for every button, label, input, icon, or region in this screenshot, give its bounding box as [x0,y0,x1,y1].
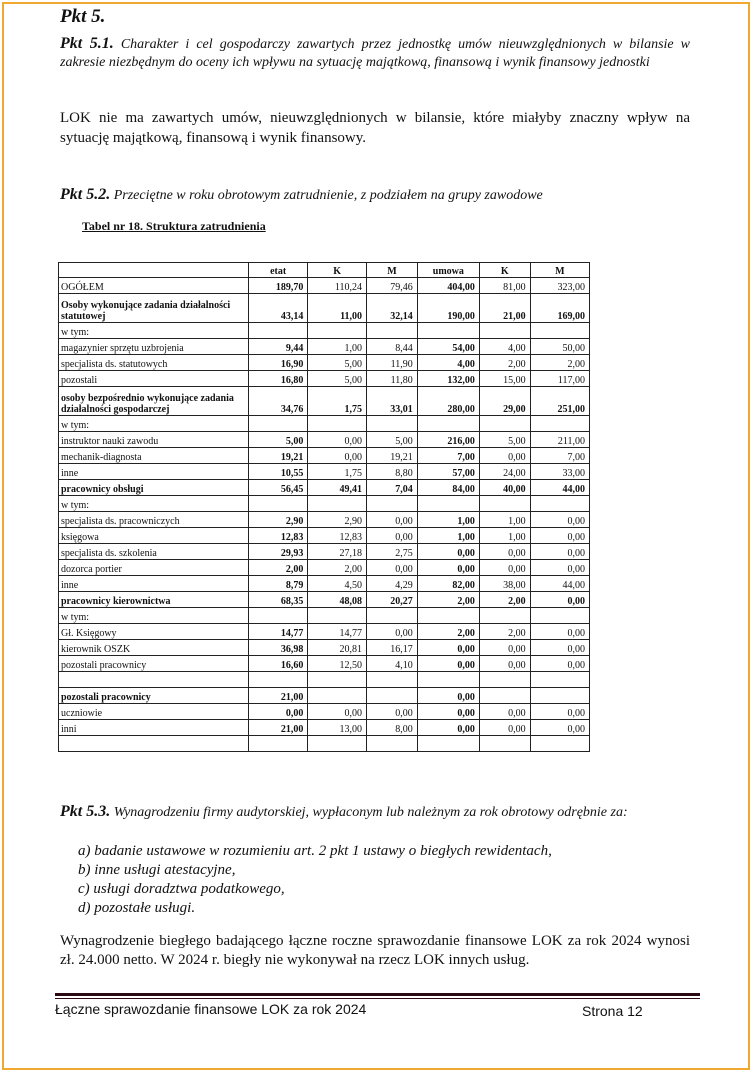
cell-umowa: 0,00 [417,720,479,736]
cell-m: 16,17 [367,640,418,656]
footer-title: Łączne sprawozdanie finansowe LOK za rok 2024 [55,1001,367,1017]
cell-umowa [417,736,479,752]
section-5-3-heading [60,802,700,822]
table-row [59,544,590,560]
cell-m [367,672,418,688]
cell-etat: 43,14 [249,294,308,323]
cell-m [367,416,418,432]
cell-k2 [479,736,530,752]
cell-umowa: 1,00 [417,528,479,544]
section-5-2-title: Przeciętne w roku obrotowym zatrudnienie, z podziałem na grupy zawodowe [113,188,543,203]
row-label: inni [59,720,249,736]
row-label: pozostali pracownicy [59,656,249,672]
cell-k2: 0,00 [479,704,530,720]
table-row [59,496,590,512]
employment-table [58,262,590,752]
cell-k: 110,24 [308,278,367,294]
table-row [59,592,590,608]
cell-m [367,736,418,752]
cell-etat: 36,98 [249,640,308,656]
cell-k2: 81,00 [479,278,530,294]
cell-m2: 0,00 [530,704,589,720]
table-row [59,608,590,624]
cell-m2: 0,00 [530,640,589,656]
cell-etat [249,736,308,752]
cell-m2: 169,00 [530,294,589,323]
cell-k [308,608,367,624]
cell-k: 20,81 [308,640,367,656]
cell-umowa: 82,00 [417,576,479,592]
cell-umowa [417,608,479,624]
table-row [59,672,590,688]
row-label: inne [59,464,249,480]
table-row [59,480,590,496]
cell-m: 0,00 [367,704,418,720]
cell-m: 7,04 [367,480,418,496]
cell-etat [249,323,308,339]
cell-k2: 0,00 [479,720,530,736]
cell-k: 1,75 [308,387,367,416]
table-header-row [59,263,590,278]
cell-etat [249,608,308,624]
row-label: OGÓŁEM [59,278,249,294]
cell-umowa: 190,00 [417,294,479,323]
cell-umowa: 0,00 [417,544,479,560]
cell-umowa [417,496,479,512]
cell-m2: 251,00 [530,387,589,416]
table-header-cell [59,263,249,278]
table-row [59,576,590,592]
table-row [59,640,590,656]
cell-m: 0,00 [367,624,418,640]
cell-m2: 44,00 [530,576,589,592]
row-label [59,736,249,752]
list-item: b) inne usługi atestacyjne, [78,862,236,878]
cell-umowa: 0,00 [417,560,479,576]
cell-umowa [417,672,479,688]
section-5-3-number: Pkt 5.3. [60,803,111,820]
table-caption: Tabel nr 18. Struktura zatrudnienia [82,219,266,233]
section-5-3-title: Wynagrodzeniu firmy audytorskiej, wypłaconym lub należnym za rok obrotowy odrębnie za: [113,805,628,820]
cell-k2: 5,00 [479,432,530,448]
cell-m2 [530,323,589,339]
cell-m2: 0,00 [530,544,589,560]
table-row [59,560,590,576]
cell-umowa: 54,00 [417,339,479,355]
cell-k2 [479,688,530,704]
cell-m2: 0,00 [530,512,589,528]
cell-k: 12,50 [308,656,367,672]
cell-etat: 21,00 [249,688,308,704]
cell-k2: 2,00 [479,355,530,371]
cell-k2 [479,672,530,688]
cell-m: 79,46 [367,278,418,294]
cell-m: 5,00 [367,432,418,448]
cell-umowa: 0,00 [417,688,479,704]
section-5-1-heading [60,35,690,72]
row-label: Osoby wykonujące zadania działalności statutowej [59,294,249,323]
cell-k2: 2,00 [479,624,530,640]
cell-m [367,608,418,624]
cell-k2: 0,00 [479,544,530,560]
table-row [59,704,590,720]
cell-m2: 323,00 [530,278,589,294]
cell-m2: 211,00 [530,432,589,448]
cell-etat: 16,90 [249,355,308,371]
cell-m2: 0,00 [530,560,589,576]
section-heading: Pkt 5. [60,6,106,27]
cell-m: 11,80 [367,371,418,387]
row-label: księgowa [59,528,249,544]
row-label: osoby bezpośrednio wykonujące zadania działalności gospodarczej [59,387,249,416]
cell-m2 [530,736,589,752]
row-label: instruktor nauki zawodu [59,432,249,448]
cell-k [308,323,367,339]
cell-m2: 0,00 [530,656,589,672]
cell-k: 1,75 [308,464,367,480]
cell-umowa: 404,00 [417,278,479,294]
cell-m2: 2,00 [530,355,589,371]
table-row [59,432,590,448]
cell-k2: 29,00 [479,387,530,416]
cell-etat: 29,93 [249,544,308,560]
table-row [59,371,590,387]
page-number: Strona 12 [582,1003,643,1019]
cell-k: 49,41 [308,480,367,496]
cell-umowa: 1,00 [417,512,479,528]
cell-m: 4,29 [367,576,418,592]
cell-etat: 16,60 [249,656,308,672]
cell-etat: 56,45 [249,480,308,496]
row-label [59,672,249,688]
cell-etat: 9,44 [249,339,308,355]
row-label: pozostali [59,371,249,387]
cell-k [308,688,367,704]
table-row [59,464,590,480]
table-row [59,624,590,640]
table-row [59,278,590,294]
cell-etat: 19,21 [249,448,308,464]
cell-etat: 34,76 [249,387,308,416]
cell-k2: 15,00 [479,371,530,387]
table-row [59,528,590,544]
cell-etat: 21,00 [249,720,308,736]
cell-umowa: 0,00 [417,656,479,672]
cell-k2: 21,00 [479,294,530,323]
section-5-1-number: Pkt 5.1. [60,35,114,52]
section-5-3-body: Wynagrodzenie biegłego badającego łączne roczne sprawozdanie finansowe LOK za rok 2024 wynosi zł. 24.000 netto. W 2024 r. biegły nie wykonywał na rzecz LOK innych usług. [60,933,690,968]
row-label: kierownik OSZK [59,640,249,656]
cell-k2 [479,608,530,624]
cell-m2 [530,416,589,432]
cell-k2 [479,323,530,339]
cell-k [308,496,367,512]
cell-k2: 0,00 [479,656,530,672]
cell-m: 33,01 [367,387,418,416]
cell-umowa: 216,00 [417,432,479,448]
cell-umowa: 132,00 [417,371,479,387]
footer-rule-thin [55,998,700,999]
table-row [59,736,590,752]
section-5-2-number: Pkt 5.2. [60,186,111,203]
cell-k2: 1,00 [479,528,530,544]
cell-m: 4,10 [367,656,418,672]
table-header-cell: etat [249,263,308,278]
footer-rule [55,993,700,996]
cell-m: 32,14 [367,294,418,323]
cell-umowa: 7,00 [417,448,479,464]
cell-m2 [530,496,589,512]
section-5-1-title: Charakter i cel gospodarczy zawartych przez jednostkę umów nieuwzględnionych w bilansie w zakresie niezbędnym do oceny ich wpływu na sytuację majątkową, finansową i wynik finansowy jednostki [60,37,691,70]
cell-m2: 44,00 [530,480,589,496]
cell-k2: 1,00 [479,512,530,528]
cell-m2: 0,00 [530,528,589,544]
cell-m2 [530,672,589,688]
table-row [59,294,590,323]
cell-k: 0,00 [308,448,367,464]
row-label: dozorca portier [59,560,249,576]
cell-k2: 38,00 [479,576,530,592]
cell-umowa: 0,00 [417,640,479,656]
cell-k2 [479,496,530,512]
cell-etat: 8,79 [249,576,308,592]
section-5-2-heading [60,186,700,204]
cell-umowa [417,416,479,432]
cell-umowa: 4,00 [417,355,479,371]
cell-k: 14,77 [308,624,367,640]
cell-m [367,496,418,512]
row-label: magazynier sprzętu uzbrojenia [59,339,249,355]
cell-k: 5,00 [308,355,367,371]
cell-m2 [530,688,589,704]
table-row [59,720,590,736]
cell-k2: 2,00 [479,592,530,608]
cell-k: 0,00 [308,432,367,448]
table-row [59,656,590,672]
list-item: c) usługi doradztwa podatkowego, [78,881,285,897]
cell-m: 19,21 [367,448,418,464]
table-row [59,387,590,416]
cell-k [308,736,367,752]
cell-etat: 2,90 [249,512,308,528]
cell-m: 8,00 [367,720,418,736]
cell-etat: 16,80 [249,371,308,387]
cell-k: 2,00 [308,560,367,576]
cell-etat: 14,77 [249,624,308,640]
cell-umowa: 2,00 [417,624,479,640]
row-label: pozostali pracownicy [59,688,249,704]
audit-services-list [78,842,552,918]
cell-m [367,688,418,704]
cell-etat [249,672,308,688]
table-row [59,323,590,339]
cell-m2: 0,00 [530,624,589,640]
table-header-cell: K [479,263,530,278]
row-label: specjalista ds. pracowniczych [59,512,249,528]
cell-etat: 5,00 [249,432,308,448]
cell-m: 0,00 [367,528,418,544]
cell-k2 [479,416,530,432]
cell-m2 [530,608,589,624]
cell-k: 12,83 [308,528,367,544]
table-header-cell: K [308,263,367,278]
cell-m2: 0,00 [530,592,589,608]
table-row [59,512,590,528]
row-label: pracownicy kierownictwa [59,592,249,608]
cell-k [308,416,367,432]
row-label: specjalista ds. szkolenia [59,544,249,560]
cell-k2: 0,00 [479,448,530,464]
row-label: w tym: [59,323,249,339]
cell-etat [249,416,308,432]
cell-k2: 0,00 [479,560,530,576]
cell-m2: 33,00 [530,464,589,480]
table-header-cell: M [530,263,589,278]
row-label: Gł. Księgowy [59,624,249,640]
cell-umowa: 84,00 [417,480,479,496]
row-label: inne [59,576,249,592]
row-label: uczniowie [59,704,249,720]
cell-m2: 117,00 [530,371,589,387]
cell-k: 27,18 [308,544,367,560]
table-row [59,355,590,371]
row-label: pracownicy obsługi [59,480,249,496]
table-header-cell: umowa [417,263,479,278]
row-label: specjalista ds. statutowych [59,355,249,371]
cell-k [308,672,367,688]
cell-k2: 4,00 [479,339,530,355]
cell-m: 8,44 [367,339,418,355]
cell-etat [249,496,308,512]
cell-k: 5,00 [308,371,367,387]
cell-k: 48,08 [308,592,367,608]
table-row [59,416,590,432]
cell-k: 11,00 [308,294,367,323]
cell-k2: 40,00 [479,480,530,496]
cell-k: 4,50 [308,576,367,592]
cell-m: 2,75 [367,544,418,560]
list-item: a) badanie ustawowe w rozumieniu art. 2 pkt 1 ustawy o biegłych rewidentach, [78,843,552,859]
table-row [59,339,590,355]
cell-m2: 50,00 [530,339,589,355]
cell-umowa: 280,00 [417,387,479,416]
cell-m: 11,90 [367,355,418,371]
cell-m: 8,80 [367,464,418,480]
table-row [59,688,590,704]
cell-k: 1,00 [308,339,367,355]
cell-umowa: 57,00 [417,464,479,480]
table-row [59,448,590,464]
cell-k2: 0,00 [479,640,530,656]
cell-k: 2,90 [308,512,367,528]
cell-m: 0,00 [367,512,418,528]
cell-m: 0,00 [367,560,418,576]
cell-etat: 189,70 [249,278,308,294]
row-label: mechanik-diagnosta [59,448,249,464]
cell-m2: 7,00 [530,448,589,464]
cell-etat: 0,00 [249,704,308,720]
table-header-cell: M [367,263,418,278]
cell-etat: 2,00 [249,560,308,576]
cell-etat: 10,55 [249,464,308,480]
cell-m: 20,27 [367,592,418,608]
row-label: w tym: [59,496,249,512]
cell-k2: 24,00 [479,464,530,480]
row-label: w tym: [59,416,249,432]
cell-k: 13,00 [308,720,367,736]
cell-umowa: 2,00 [417,592,479,608]
cell-etat: 68,35 [249,592,308,608]
cell-etat: 12,83 [249,528,308,544]
cell-umowa [417,323,479,339]
cell-umowa: 0,00 [417,704,479,720]
list-item: d) pozostałe usługi. [78,900,196,916]
cell-m [367,323,418,339]
cell-k: 0,00 [308,704,367,720]
section-5-1-body: LOK nie ma zawartych umów, nieuwzględnionych w bilansie, które miałyby znaczny wpływ na sytuację majątkową, finansową i wynik finansowy. [60,110,690,146]
row-label: w tym: [59,608,249,624]
cell-m2: 0,00 [530,720,589,736]
